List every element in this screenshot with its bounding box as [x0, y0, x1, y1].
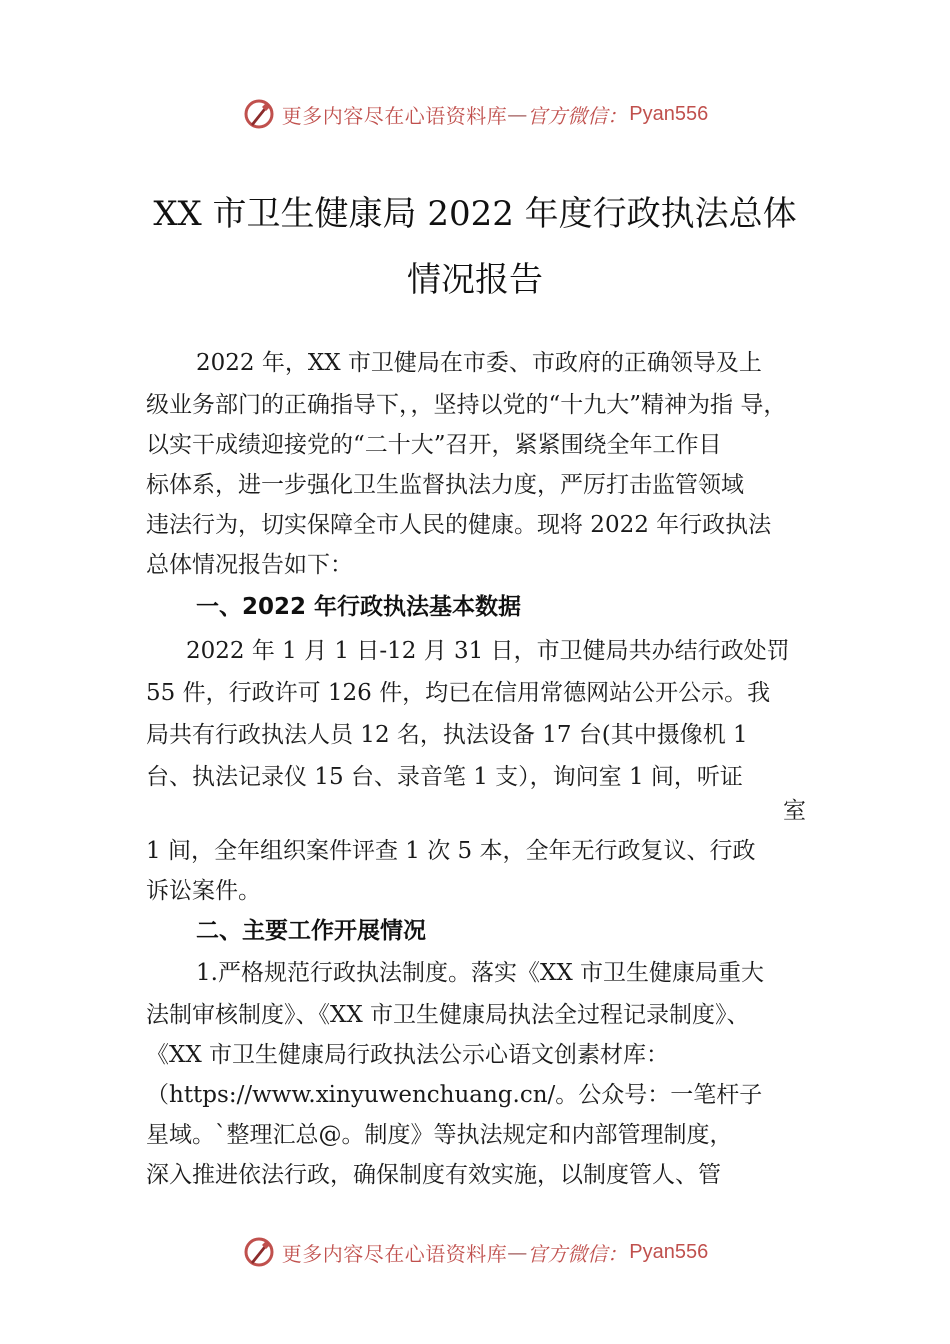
section-heading-2: 二、主要工作开展情况 — [196, 918, 426, 944]
intro-line: 总体情况报告如下： — [146, 552, 353, 578]
footer-banner — [0, 1232, 950, 1272]
quill-logo-icon — [242, 97, 276, 131]
quill-logo-icon — [242, 1235, 276, 1269]
document-title-line-2: 情况报告 — [407, 260, 543, 300]
banner-text: 更多内容尽在心语资料库 — [281, 1241, 508, 1266]
section1-line: 台、执法记录仪 15 台、录音笔 1 支），询问室 1 间，听证 — [146, 764, 743, 790]
document-title-line-1: XX 市卫生健康局 2022 年度行政执法总体 — [153, 194, 797, 234]
banner-separator: — — [507, 1240, 528, 1264]
section1-line: 1 间，全年组织案件评查 1 次 5 本，全年无行政复议、行政 — [146, 838, 756, 864]
section1-line: 室 — [783, 798, 806, 824]
intro-line: 以实干成绩迎接党的“二十大”召开，紧紧围绕全年工作目 — [146, 432, 722, 458]
banner-wechat-id: Pyan556 — [629, 102, 709, 125]
section1-line: 55 件，行政许可 126 件，均已在信用常德网站公开公示。我 — [146, 680, 771, 706]
banner-wechat-label: 官方微信： — [527, 103, 628, 128]
banner-wechat-id: Pyan556 — [629, 1240, 709, 1263]
intro-line: 标体系，进一步强化卫生监督执法力度，严厉打击监管领域 — [146, 472, 744, 498]
section1-line: 2022 年 1 月 1 日-12 月 31 日，市卫健局共办结行政处罚 — [186, 638, 790, 664]
section2-line: 深入推进依法行政，确保制度有效实施，以制度管人、管 — [146, 1162, 721, 1188]
intro-line: 2022 年，XX 市卫健局在市委、市政府的正确领导及上 — [196, 350, 762, 376]
banner-wechat-label: 官方微信： — [527, 1241, 628, 1266]
section2-line: 1.严格规范行政执法制度。落实《XX 市卫生健康局重大 — [196, 960, 765, 986]
header-banner — [0, 94, 950, 134]
section1-line: 局共有行政执法人员 12 名，执法设备 17 台(其中摄像机 1 — [146, 722, 748, 748]
section1-line: 诉讼案件。 — [146, 878, 261, 904]
banner-text: 更多内容尽在心语资料库 — [281, 103, 508, 128]
section2-line: 《XX 市卫生健康局行政执法公示心语文创素材库： — [146, 1042, 670, 1068]
section-heading-1: 一、2022 年行政执法基本数据 — [196, 594, 522, 620]
intro-line: 违法行为，切实保障全市人民的健康。现将 2022 年行政执法 — [146, 512, 772, 538]
section2-line: 法制审核制度》、《XX 市卫生健康局执法全过程记录制度》、 — [146, 1002, 750, 1028]
section2-line: 星域。`整理汇总@。制度》等执法规定和内部管理制度， — [146, 1122, 733, 1148]
banner-separator: — — [507, 102, 528, 126]
intro-line: 级业务部门的正确指导下，，坚持以党的“十九大”精神为指 导， — [146, 392, 787, 418]
section2-line: （https://www.xinyuwenchuang.cn/。公众号：一笔杆子 — [146, 1082, 763, 1108]
